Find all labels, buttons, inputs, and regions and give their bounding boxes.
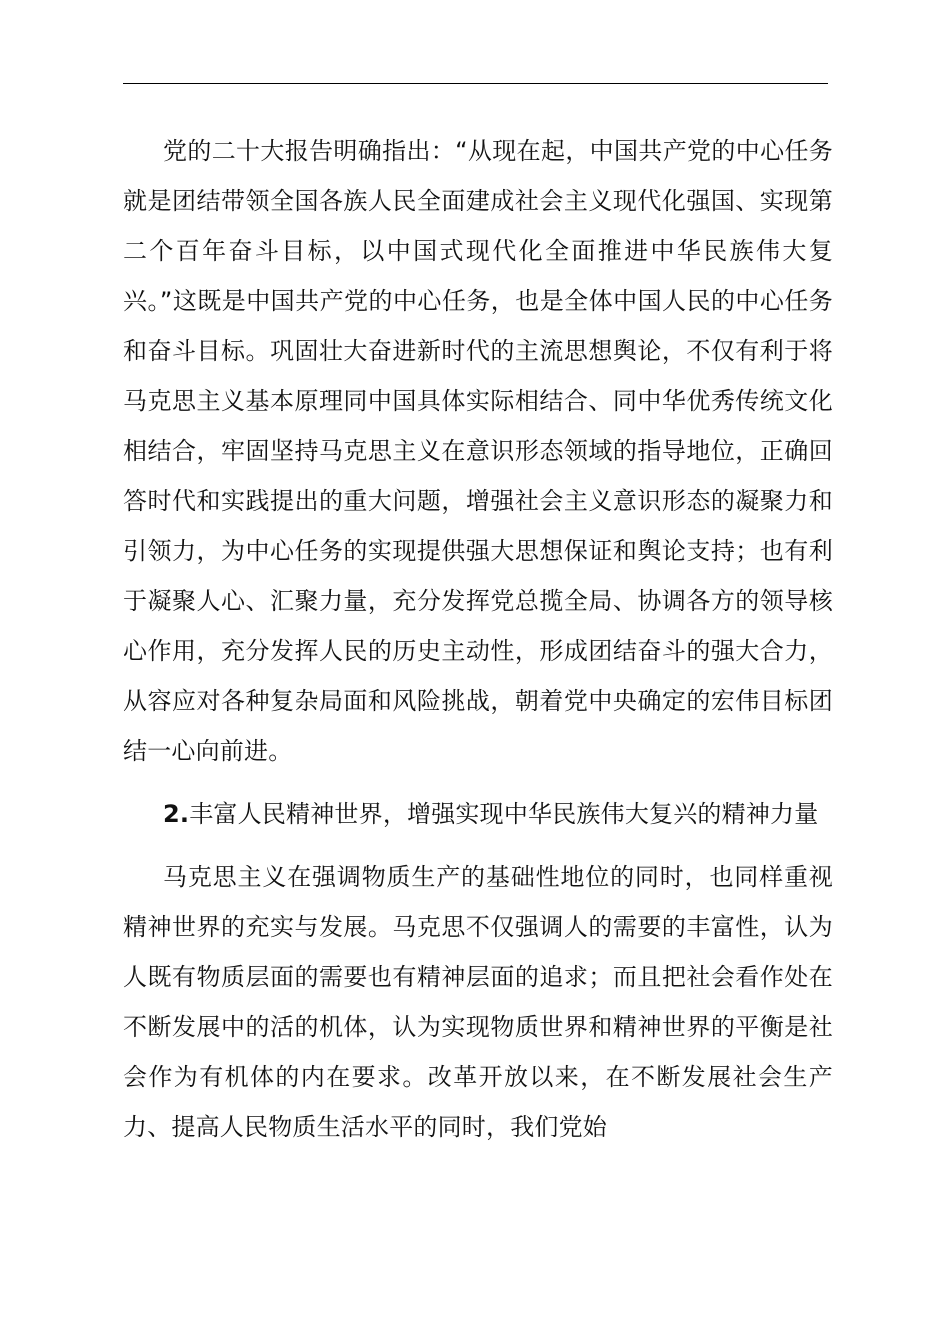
section-heading-number: 2.	[163, 800, 190, 828]
body-paragraph-2: 马克思主义在强调物质生产的基础性地位的同时，也同样重视精神世界的充实与发展。马克思不仅强调人的需要的丰富性，认为人既有物质层面的需要也有精神层面的追求；而且把社会看作处在不断发展中的活的机体，认为实现物质世界和精神世界的平衡是社会作为有机体的内在要求。改革开放以来，在不断发展社会生产力、提高人民物质生活水平的同时，我们党始	[123, 863, 833, 1141]
section-heading-text: 丰富人民精神世界，增强实现中华民族伟大复兴的精神力量	[189, 800, 819, 828]
document-body	[123, 126, 833, 1152]
section-heading-2	[123, 789, 833, 839]
header-divider	[123, 83, 828, 84]
body-paragraph-1: 党的二十大报告明确指出：“从现在起，中国共产党的中心任务就是团结带领全国各族人民全面建成社会主义现代化强国、实现第二个百年奋斗目标，以中国式现代化全面推进中华民族伟大复兴。”这既是中国共产党的中心任务，也是全体中国人民的中心任务和奋斗目标。巩固壮大奋进新时代的主流思想舆论，不仅有利于将马克思主义基本原理同中国具体实际相结合、同中华优秀传统文化相结合，牢固坚持马克思主义在意识形态领域的指导地位，正确回答时代和实践提出的重大问题，增强社会主义意识形态的凝聚力和引领力，为中心任务的实现提供强大思想保证和舆论支持；也有利于凝聚人心、汇聚力量，充分发挥党总揽全局、协调各方的领导核心作用，充分发挥人民的历史主动性，形成团结奋斗的强大合力，从容应对各种复杂局面和风险挑战，朝着党中央确定的宏伟目标团结一心向前进。	[123, 137, 833, 765]
